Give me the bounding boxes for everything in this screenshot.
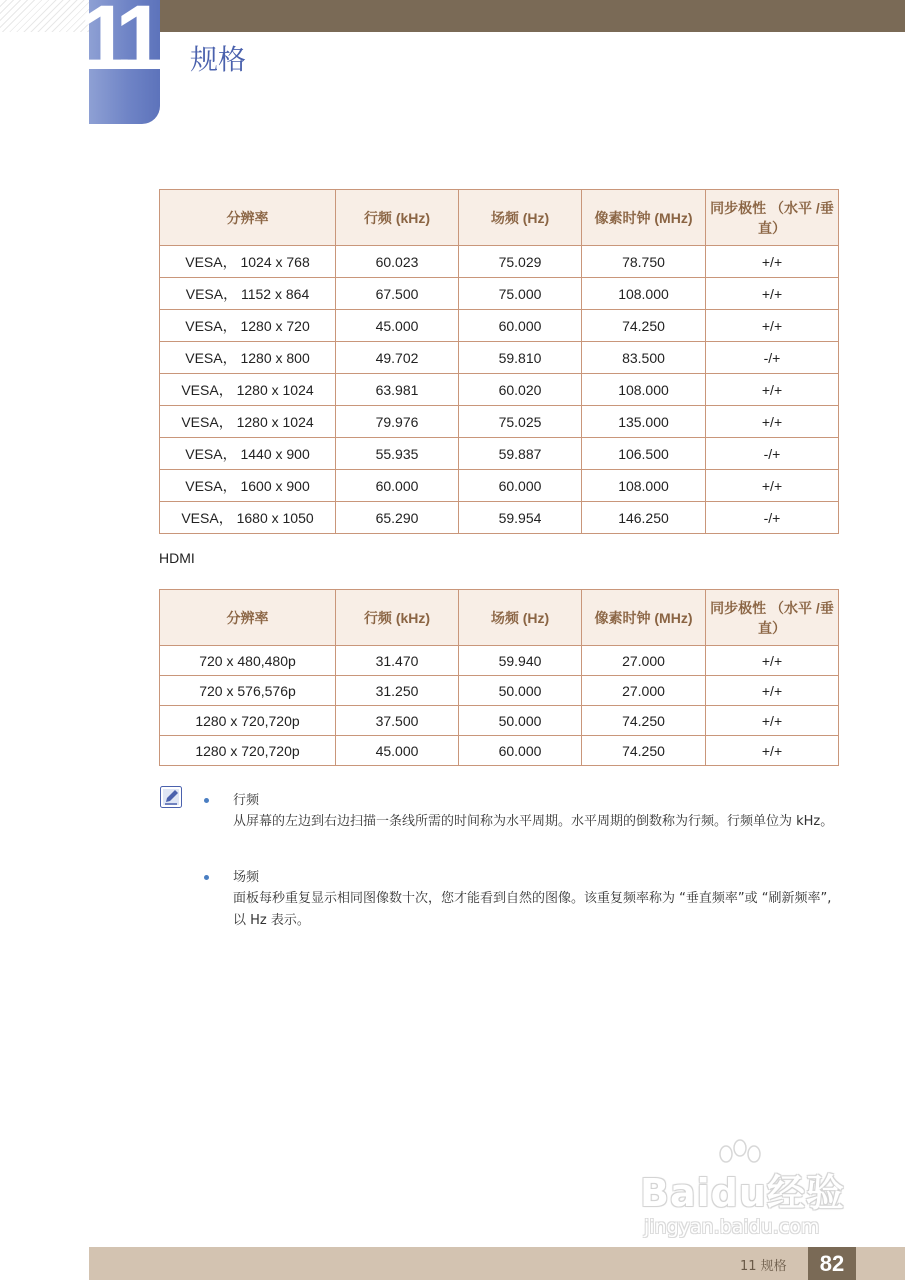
cell-sync-polarity: -/+ (706, 438, 839, 470)
cell-h-freq: 79.976 (336, 406, 459, 438)
hdmi-timing-table (159, 589, 839, 766)
cell-sync-polarity: -/+ (706, 342, 839, 374)
cell-sync-polarity: +/+ (706, 246, 839, 278)
chapter-number: 11 (79, 0, 157, 89)
cell-h-freq: 63.981 (336, 374, 459, 406)
table-row (160, 736, 839, 766)
cell-v-freq: 59.940 (459, 646, 582, 676)
cell-resolution: 720 x 480,480p (160, 646, 336, 676)
cell-sync-polarity: +/+ (706, 736, 839, 766)
table-row (160, 310, 839, 342)
cell-h-freq: 31.470 (336, 646, 459, 676)
header-h-freq: 行频 (kHz) (336, 190, 459, 246)
note-heading-h-freq: 行频 (233, 793, 260, 808)
header-pixel-clock: 像素时钟 (MHz) (582, 190, 706, 246)
cell-v-freq: 60.000 (459, 736, 582, 766)
table-row (160, 342, 839, 374)
cell-resolution: VESA， 1680 x 1050 (160, 502, 336, 534)
cell-sync-polarity: +/+ (706, 646, 839, 676)
cell-pixel-clock: 78.750 (582, 246, 706, 278)
cell-v-freq: 75.025 (459, 406, 582, 438)
cell-v-freq: 60.000 (459, 470, 582, 502)
cell-resolution: VESA， 1152 x 864 (160, 278, 336, 310)
table-row (160, 278, 839, 310)
cell-pixel-clock: 108.000 (582, 470, 706, 502)
cell-v-freq: 75.029 (459, 246, 582, 278)
cell-pixel-clock: 74.250 (582, 706, 706, 736)
note-pencil-icon (160, 786, 182, 808)
table-row (160, 470, 839, 502)
cell-sync-polarity: +/+ (706, 374, 839, 406)
cell-resolution: VESA， 1280 x 800 (160, 342, 336, 374)
table-row (160, 706, 839, 736)
note-heading-v-freq: 场频 (233, 870, 260, 885)
cell-pixel-clock: 108.000 (582, 374, 706, 406)
header-resolution: 分辨率 (160, 190, 336, 246)
header-stripe-pattern (0, 0, 90, 32)
table-header-row (160, 190, 839, 246)
table-row (160, 438, 839, 470)
cell-v-freq: 50.000 (459, 676, 582, 706)
table-row (160, 246, 839, 278)
header-v-freq: 场频 (Hz) (459, 590, 582, 646)
cell-h-freq: 55.935 (336, 438, 459, 470)
cell-v-freq: 59.887 (459, 438, 582, 470)
cell-resolution: VESA， 1280 x 1024 (160, 406, 336, 438)
cell-sync-polarity: +/+ (706, 406, 839, 438)
cell-h-freq: 45.000 (336, 736, 459, 766)
page-number: 82 (808, 1247, 856, 1280)
cell-sync-polarity: +/+ (706, 706, 839, 736)
cell-sync-polarity: +/+ (706, 278, 839, 310)
cell-pixel-clock: 106.500 (582, 438, 706, 470)
bullet-icon (204, 875, 209, 880)
vesa-timing-table (159, 189, 839, 534)
table-row (160, 676, 839, 706)
note-body-v-freq: 面板每秒重复显示相同图像数十次，您才能看到自然的图像。该重复频率称为 “垂直频率”或 “刷新频率”,以 Hz 表示。 (233, 891, 832, 928)
cell-v-freq: 59.954 (459, 502, 582, 534)
chapter-tab (79, 0, 160, 124)
cell-sync-polarity: +/+ (706, 470, 839, 502)
cell-sync-polarity: +/+ (706, 310, 839, 342)
cell-resolution: 1280 x 720,720p (160, 706, 336, 736)
cell-v-freq: 75.000 (459, 278, 582, 310)
cell-resolution: VESA， 1024 x 768 (160, 246, 336, 278)
cell-v-freq: 60.020 (459, 374, 582, 406)
cell-resolution: 1280 x 720,720p (160, 736, 336, 766)
cell-pixel-clock: 27.000 (582, 676, 706, 706)
cell-pixel-clock: 108.000 (582, 278, 706, 310)
table-row (160, 374, 839, 406)
header-sync-polarity: 同步极性 （水平 /垂直） (706, 190, 839, 246)
cell-pixel-clock: 74.250 (582, 310, 706, 342)
watermark-url: jingyan.baidu.com (644, 1216, 820, 1238)
cell-h-freq: 60.023 (336, 246, 459, 278)
cell-v-freq: 59.810 (459, 342, 582, 374)
cell-sync-polarity: +/+ (706, 676, 839, 706)
header-h-freq: 行频 (kHz) (336, 590, 459, 646)
cell-h-freq: 65.290 (336, 502, 459, 534)
hdmi-section-label: HDMI (159, 550, 195, 566)
header-resolution: 分辨率 (160, 590, 336, 646)
footer-chapter-label: 11 规格 (740, 1259, 787, 1274)
bullet-icon (204, 798, 209, 803)
cell-v-freq: 60.000 (459, 310, 582, 342)
cell-h-freq: 67.500 (336, 278, 459, 310)
cell-v-freq: 50.000 (459, 706, 582, 736)
cell-sync-polarity: -/+ (706, 502, 839, 534)
cell-pixel-clock: 27.000 (582, 646, 706, 676)
cell-pixel-clock: 135.000 (582, 406, 706, 438)
cell-h-freq: 31.250 (336, 676, 459, 706)
cell-pixel-clock: 74.250 (582, 736, 706, 766)
cell-resolution: 720 x 576,576p (160, 676, 336, 706)
page-title: 规格 (190, 43, 247, 76)
cell-h-freq: 45.000 (336, 310, 459, 342)
cell-h-freq: 49.702 (336, 342, 459, 374)
cell-h-freq: 60.000 (336, 470, 459, 502)
table-header-row (160, 590, 839, 646)
baidu-watermark (630, 1140, 870, 1250)
watermark-main: Baidu经验 (640, 1171, 845, 1215)
cell-pixel-clock: 83.500 (582, 342, 706, 374)
table-row (160, 502, 839, 534)
table-row (160, 646, 839, 676)
cell-h-freq: 37.500 (336, 706, 459, 736)
cell-resolution: VESA， 1600 x 900 (160, 470, 336, 502)
cell-pixel-clock: 146.250 (582, 502, 706, 534)
header-pixel-clock: 像素时钟 (MHz) (582, 590, 706, 646)
note-body-h-freq: 从屏幕的左边到右边扫描一条线所需的时间称为水平周期。水平周期的倒数称为行频。行频单位为 kHz。 (233, 814, 834, 829)
header-sync-polarity: 同步极性 （水平 /垂直） (706, 590, 839, 646)
cell-resolution: VESA， 1440 x 900 (160, 438, 336, 470)
header-bar (160, 0, 905, 32)
header-v-freq: 场频 (Hz) (459, 190, 582, 246)
table-row (160, 406, 839, 438)
cell-resolution: VESA， 1280 x 720 (160, 310, 336, 342)
cell-resolution: VESA， 1280 x 1024 (160, 374, 336, 406)
